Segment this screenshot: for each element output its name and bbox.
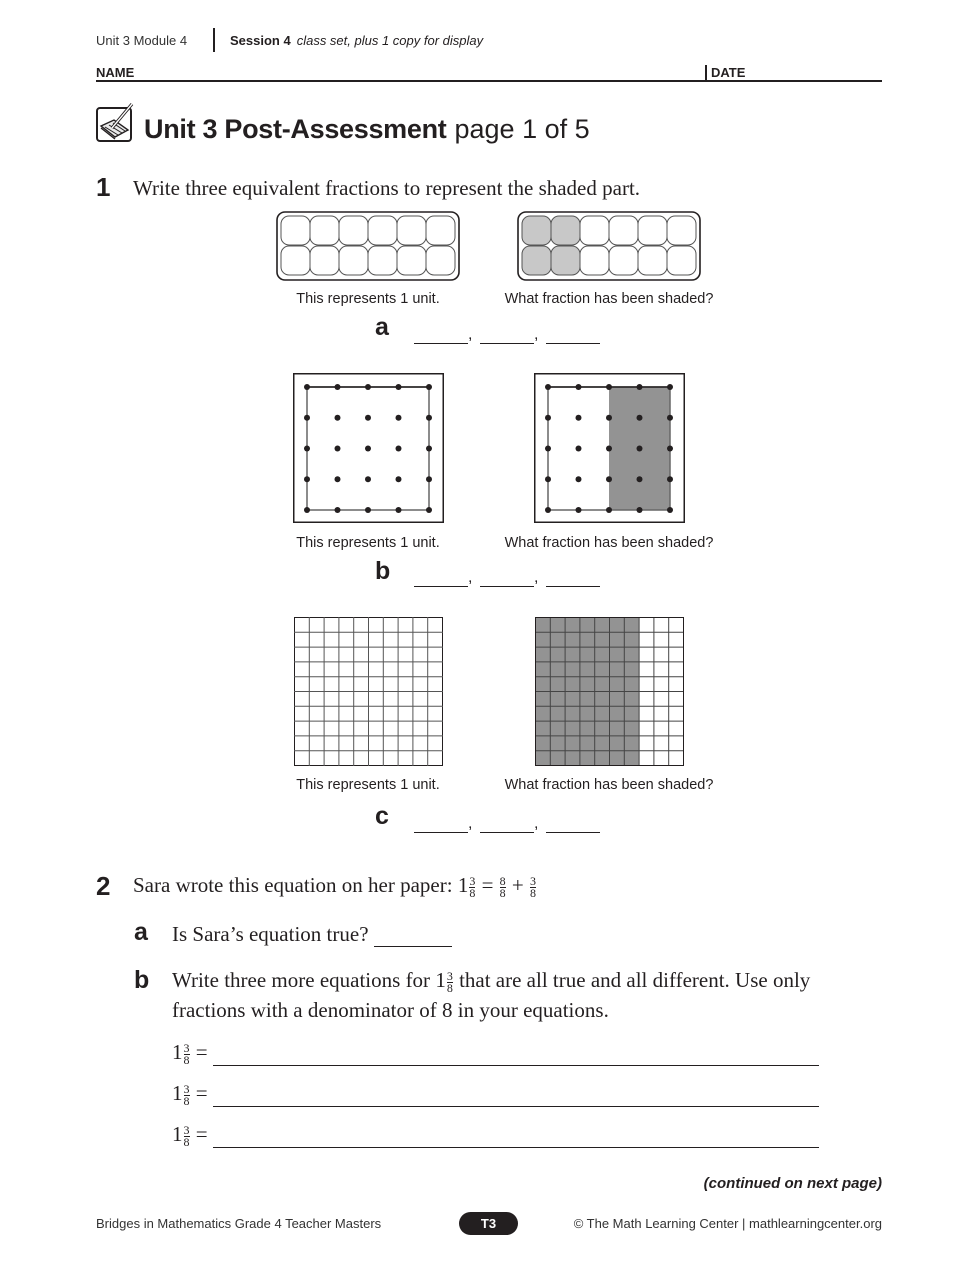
answer-blank-c2[interactable] <box>480 818 534 833</box>
geoboard-shaded-model <box>534 373 685 523</box>
footer-copyright: © The Math Learning Center | mathlearningcenter.org <box>573 1216 882 1231</box>
continued-note: (continued on next page) <box>703 1175 882 1192</box>
equation-answer-row-2: 1 $\frac{3}{8}$ = <box>172 1081 819 1107</box>
question-2-number: 2 <box>96 871 111 901</box>
equation-answer-line-3[interactable] <box>213 1129 819 1148</box>
date-divider <box>705 65 707 81</box>
shaded-caption-c: What fraction has been shaded? <box>504 777 714 793</box>
unit-caption-c: This represents 1 unit. <box>296 777 440 793</box>
shaded-caption-a: What fraction has been shaded? <box>504 291 714 307</box>
fraction: $\frac{3}{8}$ <box>469 873 476 900</box>
answer-blank-a1[interactable] <box>414 329 468 344</box>
question-2-prompt <box>133 873 537 899</box>
answer-blank-b2[interactable] <box>480 572 534 587</box>
footer-publication: Bridges in Mathematics Grade 4 Teacher Masters <box>96 1216 382 1231</box>
unit-module-label: Unit 3 Module 4 <box>96 33 188 48</box>
part-a-answer-blanks: , , <box>414 326 600 344</box>
name-label: NAME <box>96 65 135 80</box>
name-date-line <box>96 80 882 82</box>
geoboard-unit-model <box>293 373 444 523</box>
q2-part-a-answer-blank[interactable] <box>374 928 452 947</box>
answer-blank-b1[interactable] <box>414 572 468 587</box>
shaded-caption-b: What fraction has been shaded? <box>504 535 714 551</box>
part-c-answer-blanks: , , <box>414 815 600 833</box>
title-page-indicator: page 1 of 5 <box>454 114 590 144</box>
answer-blank-c1[interactable] <box>414 818 468 833</box>
header-divider <box>213 28 215 52</box>
assessment-pencil-paper-icon <box>96 102 134 142</box>
title-main: Unit 3 Post-Assessment <box>144 114 447 144</box>
question-1-number: 1 <box>96 172 111 202</box>
hundred-grid-unit-model <box>294 617 443 766</box>
unit-caption-a: This represents 1 unit. <box>296 291 440 307</box>
date-label: DATE <box>711 65 746 80</box>
fraction: $\frac{3}{8}$ <box>183 1040 190 1067</box>
fraction: $\frac{3}{8}$ <box>530 873 537 900</box>
answer-blank-b3[interactable] <box>546 572 600 587</box>
answer-blank-a2[interactable] <box>480 329 534 344</box>
answer-blank-c3[interactable] <box>546 818 600 833</box>
fraction: $\frac{3}{8}$ <box>183 1122 190 1149</box>
answer-blank-a3[interactable] <box>546 329 600 344</box>
q2-part-a-text: Is Sara’s equation true? <box>172 922 452 947</box>
part-c-letter: c <box>375 802 389 830</box>
question-2-prompt-text: Sara wrote this equation on her paper: <box>133 873 453 897</box>
egg-carton-unit-model <box>276 211 460 281</box>
page-title <box>144 114 590 145</box>
unit-caption-b: This represents 1 unit. <box>296 535 440 551</box>
session-note: class set, plus 1 copy for display <box>296 33 484 48</box>
part-a-letter: a <box>375 313 389 341</box>
sara-equation: 1 $\frac{3}{8}$ = $\frac{8}{8}$ + $\frac{3}{8}$ <box>457 873 537 900</box>
fraction: $\frac{8}{8}$ <box>499 873 506 900</box>
q2-part-b-letter: b <box>134 966 150 994</box>
session-info <box>230 33 483 48</box>
equation-answer-row-3: 1 $\frac{3}{8}$ = <box>172 1122 819 1148</box>
part-b-letter: b <box>375 557 391 585</box>
question-1-prompt: Write three equivalent fractions to represent the shaded part. <box>133 176 641 200</box>
q2-part-a-letter: a <box>134 918 148 946</box>
hundred-grid-shaded-model <box>535 617 684 766</box>
equation-answer-line-2[interactable] <box>213 1088 819 1107</box>
equation-answer-line-1[interactable] <box>213 1047 819 1066</box>
fraction: $\frac{3}{8}$ <box>446 968 453 995</box>
page-badge: T3 <box>459 1212 518 1235</box>
q2-part-b-text-line1: Write three more equations for 1 $\frac{3}{8}$ that are all true and all different. Use only <box>172 968 811 995</box>
session-label: Session 4 <box>230 33 291 48</box>
equation-answer-row-1: 1 $\frac{3}{8}$ = <box>172 1040 819 1066</box>
fraction: $\frac{3}{8}$ <box>183 1081 190 1108</box>
q2-part-b-text-line2: fractions with a denominator of 8 in your equations. <box>172 998 609 1022</box>
egg-carton-shaded-model <box>517 211 701 281</box>
part-b-answer-blanks: , , <box>414 569 600 587</box>
